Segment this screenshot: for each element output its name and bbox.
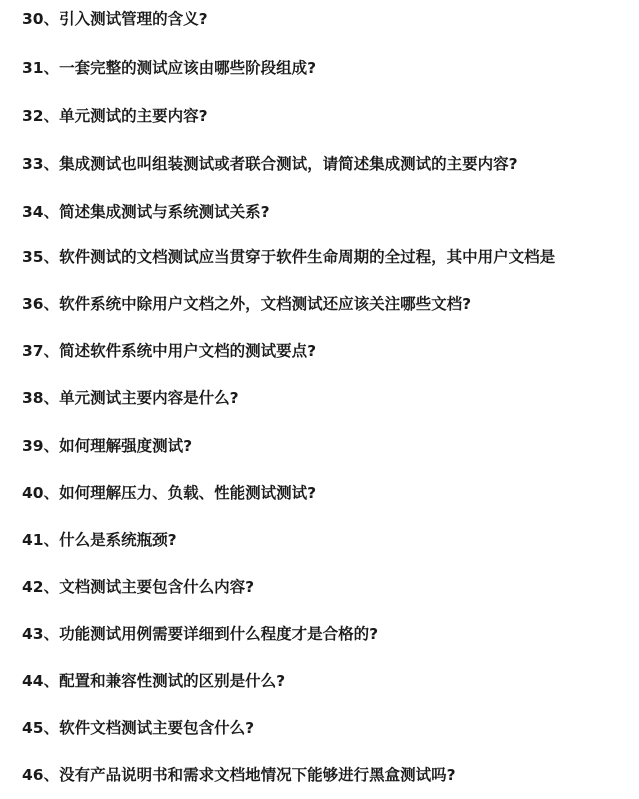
question-item: 35、软件测试的文档测试应当贯穿于软件生命周期的全过程，其中用户文档是 [22, 248, 556, 266]
question-item: 40、如何理解压力、负载、性能测试测试? [22, 484, 317, 502]
question-item: 36、软件系统中除用户文档之外，文档测试还应该关注哪些文档? [22, 295, 472, 313]
question-item: 37、简述软件系统中用户文档的测试要点? [22, 342, 317, 360]
question-item: 39、如何理解强度测试? [22, 437, 193, 455]
question-item: 31、一套完整的测试应该由哪些阶段组成? [22, 59, 317, 77]
question-item: 34、简述集成测试与系统测试关系? [22, 203, 270, 221]
question-item: 43、功能测试用例需要详细到什么程度才是合格的? [22, 625, 379, 643]
question-item: 38、单元测试主要内容是什么? [22, 389, 239, 407]
question-item: 45、软件文档测试主要包含什么? [22, 719, 255, 737]
question-item: 44、配置和兼容性测试的区别是什么? [22, 672, 286, 690]
question-item: 33、集成测试也叫组装测试或者联合测试，请简述集成测试的主要内容? [22, 155, 518, 173]
question-item: 42、文档测试主要包含什么内容? [22, 578, 255, 596]
question-item: 32、单元测试的主要内容? [22, 107, 208, 125]
question-item: 30、引入测试管理的含义? [22, 10, 208, 28]
question-item: 46、没有产品说明书和需求文档地情况下能够进行黑盒测试吗? [22, 766, 456, 784]
question-item: 41、什么是系统瓶颈? [22, 531, 177, 549]
